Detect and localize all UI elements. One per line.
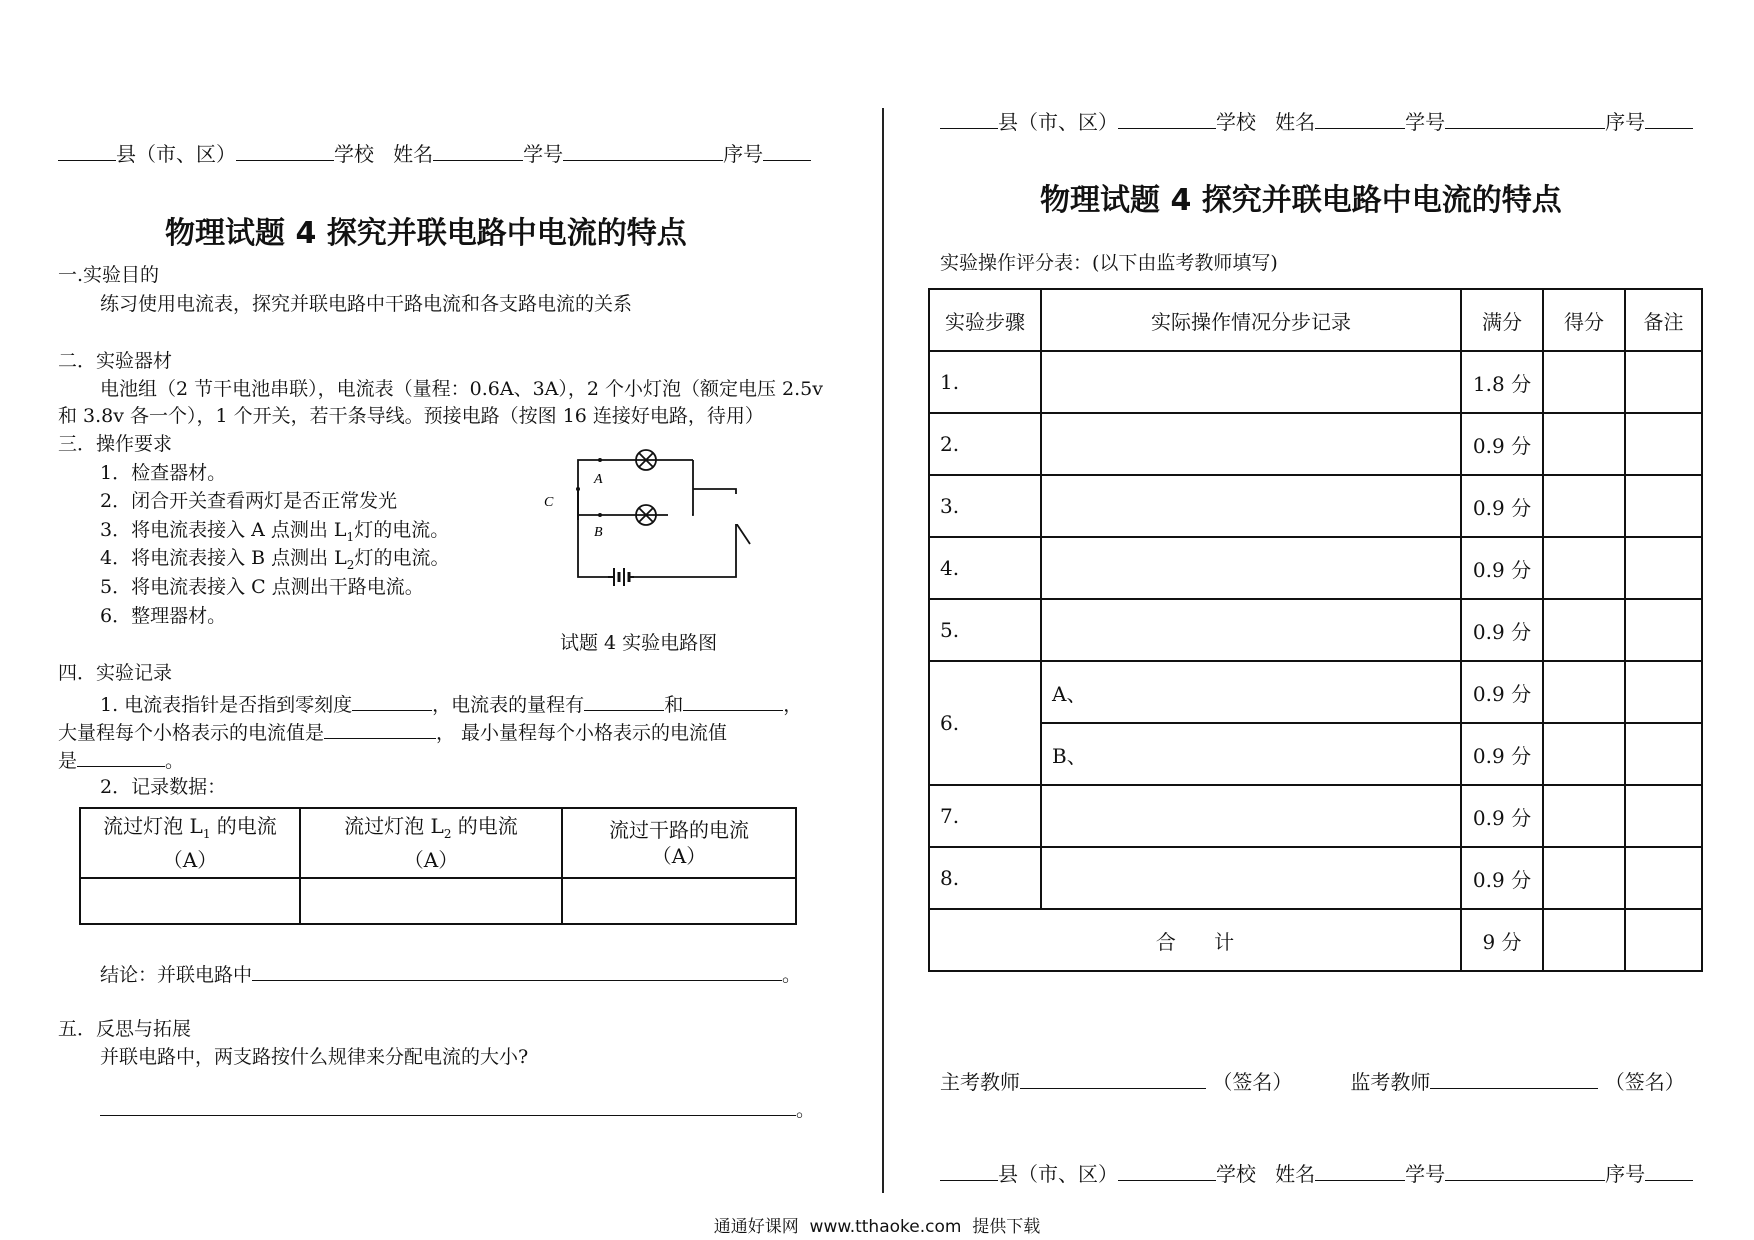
proctor-sign-blank[interactable] xyxy=(1430,1068,1598,1089)
step-4: 4. xyxy=(929,537,1041,599)
student-no-blank[interactable] xyxy=(1445,1160,1605,1181)
got-cell[interactable] xyxy=(1543,537,1625,599)
s3-item-3-sub: 1 xyxy=(346,529,355,544)
got-cell[interactable] xyxy=(1543,599,1625,661)
total-note-cell[interactable] xyxy=(1625,909,1702,971)
conclusion: 结论：并联电路中 。 xyxy=(100,960,801,988)
county-label: 县（市、区） xyxy=(998,110,1118,134)
zero-blank[interactable] xyxy=(352,690,432,711)
got-cell[interactable] xyxy=(1543,413,1625,475)
switch-icon xyxy=(736,523,750,544)
s3-item-6: 6．整理器材。 xyxy=(100,605,227,627)
conclusion-blank[interactable] xyxy=(252,960,782,981)
full-score: 0.9 分 xyxy=(1461,847,1543,909)
step-6: 6. xyxy=(929,661,1041,785)
proctor-sign-note: （签名） xyxy=(1604,1070,1685,1094)
left-header xyxy=(58,140,811,167)
circuit-wire-right xyxy=(693,489,736,494)
circuit-diagram xyxy=(530,440,760,600)
record-cell[interactable] xyxy=(1041,351,1461,413)
s3-item-3-tail: 灯的电流。 xyxy=(354,519,450,541)
chief-label: 主考教师 xyxy=(940,1070,1020,1094)
score-header-note: 备注 xyxy=(1625,289,1702,351)
student-no-blank[interactable] xyxy=(1445,108,1605,129)
note-cell[interactable] xyxy=(1625,723,1702,785)
student-no-label: 学号 xyxy=(1405,110,1446,134)
node-b xyxy=(598,513,602,517)
circuit-wire-branch-join xyxy=(692,460,693,515)
s4-heading: 四．实验记录 xyxy=(58,662,173,684)
watermark-footer: 通通好课网 www.tthaoke.com 提供下载 xyxy=(713,1217,1041,1237)
record-col-trunk: 流过干路的电流 （A） xyxy=(562,808,796,878)
record-cell-trunk[interactable] xyxy=(562,878,796,924)
s1-text: 练习使用电流表，探究并联电路中干路电流和各支路电流的关系 xyxy=(100,293,633,315)
record-cell-6a[interactable]: A、 xyxy=(1041,661,1461,723)
label-b: B xyxy=(594,525,603,540)
right-footer-header xyxy=(940,1160,1693,1187)
name-label: 姓名 xyxy=(393,142,434,166)
record-cell[interactable] xyxy=(1041,785,1461,847)
label-a: A xyxy=(594,472,603,487)
note-cell[interactable] xyxy=(1625,785,1702,847)
note-cell[interactable] xyxy=(1625,661,1702,723)
record-col-l2: 流过灯泡 $L_2$ 的电流 （A） xyxy=(300,808,562,878)
s3-item-4-sub: 2 xyxy=(346,557,355,572)
name-label: 姓名 xyxy=(1275,110,1316,134)
s2-heading: 二．实验器材 xyxy=(58,350,173,372)
full-score: 0.9 分 xyxy=(1461,723,1543,785)
large-scale-blank[interactable] xyxy=(324,718,436,739)
note-cell[interactable] xyxy=(1625,537,1702,599)
s3-item-3-text: 3．将电流表接入 A 点测出 L xyxy=(100,519,347,541)
step-8: 8. xyxy=(929,847,1041,909)
s3-item-2: 2．闭合开关查看两灯是否正常发光 xyxy=(100,490,398,512)
score-header-full: 满分 xyxy=(1461,289,1543,351)
full-score: 0.9 分 xyxy=(1461,475,1543,537)
score-caption: 实验操作评分表：(以下由监考教师填写) xyxy=(940,252,1278,274)
county-label: 县（市、区） xyxy=(116,142,236,166)
county-label: 县（市、区） xyxy=(998,1162,1118,1186)
record-cell-6b[interactable]: B、 xyxy=(1041,723,1461,785)
name-blank[interactable] xyxy=(1315,1160,1405,1181)
right-header xyxy=(940,108,1693,135)
seq-blank[interactable] xyxy=(763,140,811,161)
school-blank[interactable] xyxy=(236,140,334,161)
s1-heading: 一.实验目的 xyxy=(58,264,160,286)
s5-heading: 五．反思与拓展 xyxy=(58,1018,192,1040)
score-header-step: 实验步骤 xyxy=(929,289,1041,351)
circuit-wire-left xyxy=(578,520,608,577)
got-cell[interactable] xyxy=(1543,661,1625,723)
note-cell[interactable] xyxy=(1625,413,1702,475)
record-cell[interactable] xyxy=(1041,599,1461,661)
note-cell[interactable] xyxy=(1625,351,1702,413)
full-score: 1.8 分 xyxy=(1461,351,1543,413)
page-divider xyxy=(882,108,884,1193)
got-cell[interactable] xyxy=(1543,475,1625,537)
seq-blank[interactable] xyxy=(1645,108,1693,129)
step-7: 7. xyxy=(929,785,1041,847)
county-blank[interactable] xyxy=(940,1160,998,1181)
got-cell[interactable] xyxy=(1543,785,1625,847)
score-header-record: 实际操作情况分步记录 xyxy=(1041,289,1461,351)
got-cell[interactable] xyxy=(1543,723,1625,785)
name-label: 姓名 xyxy=(1275,1162,1316,1186)
s4-q1-line1: 1. 电流表指针是否指到零刻度 ，电流表的量程有 和 ， xyxy=(100,690,802,718)
total-score: 9 分 xyxy=(1461,909,1543,971)
school-blank[interactable] xyxy=(1118,1160,1216,1181)
s3-heading: 三．操作要求 xyxy=(58,433,173,455)
record-cell-l1[interactable] xyxy=(80,878,300,924)
full-score: 0.9 分 xyxy=(1461,785,1543,847)
student-no-label: 学号 xyxy=(523,142,564,166)
s5-answer: 。 xyxy=(100,1095,815,1123)
seq-blank[interactable] xyxy=(1645,1160,1693,1181)
full-score: 0.9 分 xyxy=(1461,537,1543,599)
full-score: 0.9 分 xyxy=(1461,661,1543,723)
s4-q1-line2: 大量程每个小格表示的电流值是 ， 最小量程每个小格表示的电流值 xyxy=(58,718,727,746)
note-cell[interactable] xyxy=(1625,847,1702,909)
range1-blank[interactable] xyxy=(584,690,664,711)
s2-line1: 电池组（2 节干电池串联），电流表（量程：0.6A、3A），2 个小灯泡（额定电压 2.5v xyxy=(100,378,823,400)
range2-blank[interactable] xyxy=(683,690,783,711)
county-blank[interactable] xyxy=(940,108,998,129)
seq-label: 序号 xyxy=(1605,110,1646,134)
s2-line2: 和 3.8v 各一个），1 个开关，若干条导线。预接电路（按图 16 连接好电路，待用） xyxy=(58,405,764,427)
small-scale-blank[interactable] xyxy=(77,746,165,767)
school-label: 学校 xyxy=(1216,1162,1256,1186)
s5-answer-blank[interactable] xyxy=(100,1095,796,1116)
right-title: 物理试题 4 探究并联电路中电流的特点 xyxy=(1040,183,1562,218)
node-a xyxy=(598,458,602,462)
note-cell[interactable] xyxy=(1625,475,1702,537)
s3-item-1: 1．检查器材。 xyxy=(100,462,227,484)
step-5: 5. xyxy=(929,599,1041,661)
step-1: 1. xyxy=(929,351,1041,413)
record-cell[interactable] xyxy=(1041,847,1461,909)
circuit-wire-bottom xyxy=(630,523,736,577)
chief-sign-note: （签名） xyxy=(1212,1070,1293,1094)
note-cell[interactable] xyxy=(1625,599,1702,661)
node-c xyxy=(576,487,580,491)
s5-question: 并联电路中，两支路按什么规律来分配电流的大小? xyxy=(100,1046,529,1068)
chief-sign-blank[interactable] xyxy=(1020,1068,1206,1089)
proctor-label: 监考教师 xyxy=(1350,1070,1431,1094)
school-label: 学校 xyxy=(1216,110,1256,134)
signature-line xyxy=(940,1068,1685,1095)
seq-label: 序号 xyxy=(723,142,764,166)
s4-q1-line3: 是 。 xyxy=(58,746,184,774)
name-blank[interactable] xyxy=(1315,108,1405,129)
total-label: 合 计 xyxy=(929,909,1461,971)
s3-item-4 xyxy=(100,545,449,578)
school-blank[interactable] xyxy=(1118,108,1216,129)
battery-icon xyxy=(608,568,634,586)
left-title: 物理试题 4 探究并联电路中电流的特点 xyxy=(165,216,687,251)
record-table xyxy=(79,807,797,925)
s3-item-4-tail: 灯的电流。 xyxy=(354,547,450,569)
s4-q2: 2．记录数据： xyxy=(100,776,227,798)
record-col-l1: 流过灯泡 $L_1$ 的电流 （A） xyxy=(80,808,300,878)
s3-item-5: 5．将电流表接入 C 点测出干路电流。 xyxy=(100,576,424,598)
student-no-blank[interactable] xyxy=(563,140,723,161)
student-no-label: 学号 xyxy=(1405,1162,1446,1186)
got-cell[interactable] xyxy=(1543,351,1625,413)
full-score: 0.9 分 xyxy=(1461,599,1543,661)
total-got-cell[interactable] xyxy=(1543,909,1625,971)
got-cell[interactable] xyxy=(1543,847,1625,909)
score-table xyxy=(928,288,1703,972)
record-cell[interactable] xyxy=(1041,413,1461,475)
record-cell[interactable] xyxy=(1041,537,1461,599)
diagram-caption: 试题 4 实验电路图 xyxy=(560,632,718,654)
full-score: 0.9 分 xyxy=(1461,413,1543,475)
step-3: 3. xyxy=(929,475,1041,537)
record-cell[interactable] xyxy=(1041,475,1461,537)
step-2: 2. xyxy=(929,413,1041,475)
s3-item-4-text: 4．将电流表接入 B 点测出 L xyxy=(100,547,347,569)
score-header-got: 得分 xyxy=(1543,289,1625,351)
school-label: 学校 xyxy=(334,142,374,166)
seq-label: 序号 xyxy=(1605,1162,1646,1186)
record-cell-l2[interactable] xyxy=(300,878,562,924)
name-blank[interactable] xyxy=(433,140,523,161)
label-c: C xyxy=(544,495,554,510)
county-blank[interactable] xyxy=(58,140,116,161)
